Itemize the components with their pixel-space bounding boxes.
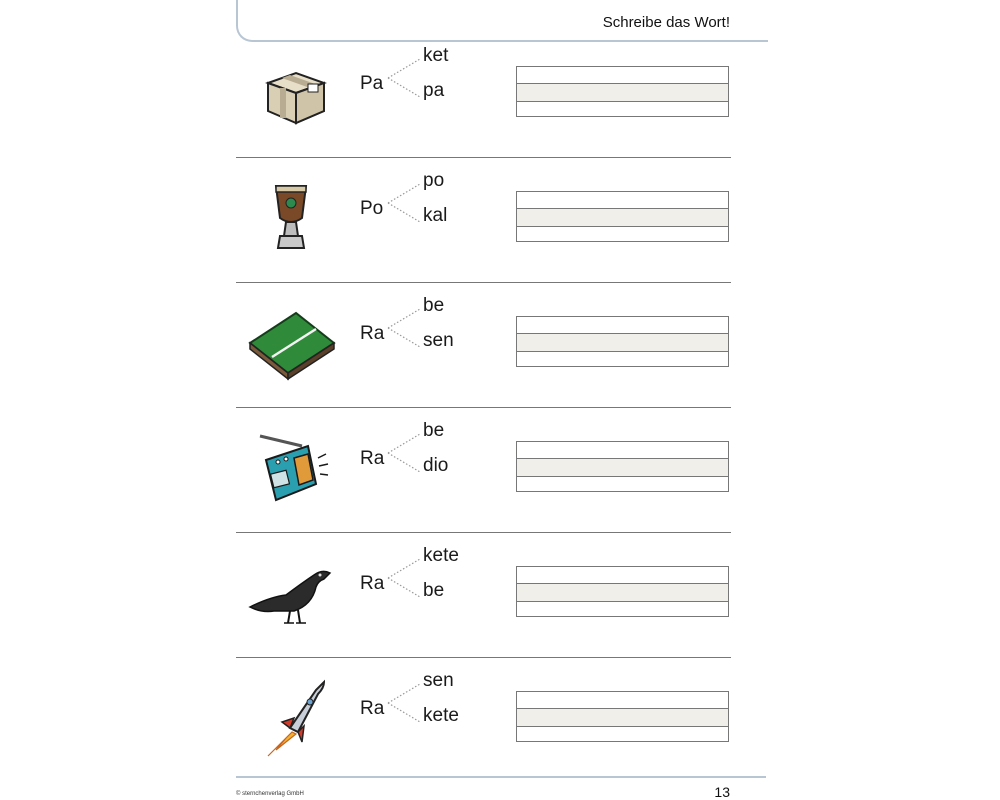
exercise-row	[236, 33, 731, 158]
word-stem: Ra	[360, 698, 385, 719]
word-stem: Pa	[360, 73, 384, 94]
package-icon	[246, 53, 336, 133]
syllable-fork	[386, 178, 422, 228]
exercise-row	[236, 283, 731, 408]
syllable-fork	[386, 303, 422, 353]
syllable-option: sen	[423, 330, 454, 351]
writing-lines[interactable]	[516, 441, 729, 492]
syllable-option: be	[423, 295, 445, 316]
page-number: 13	[714, 784, 730, 800]
copyright-text: © sternchenverlag GmbH	[236, 791, 304, 797]
instruction-text: Schreibe das Wort!	[602, 14, 730, 31]
syllable-option: kal	[423, 205, 448, 226]
word-stem: Ra	[360, 448, 385, 469]
word-stem: Po	[360, 198, 384, 219]
lawn-icon	[246, 303, 336, 383]
syllable-option: be	[423, 420, 445, 441]
syllable-option: pa	[423, 80, 445, 101]
writing-lines[interactable]	[516, 316, 729, 367]
syllable-option: be	[423, 580, 445, 601]
rocket-icon	[246, 678, 336, 758]
exercise-row	[236, 658, 731, 783]
syllable-option: kete	[423, 545, 459, 566]
syllable-fork	[386, 553, 422, 603]
raven-icon	[246, 553, 336, 633]
exercise-row	[236, 533, 731, 658]
footer-rule	[236, 776, 766, 778]
writing-lines[interactable]	[516, 191, 729, 242]
radio-icon	[246, 428, 336, 508]
syllable-fork	[386, 428, 422, 478]
writing-lines[interactable]	[516, 566, 729, 617]
word-stem: Ra	[360, 323, 385, 344]
syllable-option: sen	[423, 670, 454, 691]
writing-lines[interactable]	[516, 691, 729, 742]
word-stem: Ra	[360, 573, 385, 594]
exercise-row	[236, 158, 731, 283]
syllable-fork	[386, 678, 422, 728]
syllable-option: kete	[423, 705, 459, 726]
syllable-option: dio	[423, 455, 449, 476]
syllable-option: ket	[423, 45, 449, 66]
trophy-cup-icon	[246, 178, 336, 258]
syllable-option: po	[423, 170, 445, 191]
exercise-row	[236, 408, 731, 533]
syllable-fork	[386, 53, 422, 103]
writing-lines[interactable]	[516, 66, 729, 117]
